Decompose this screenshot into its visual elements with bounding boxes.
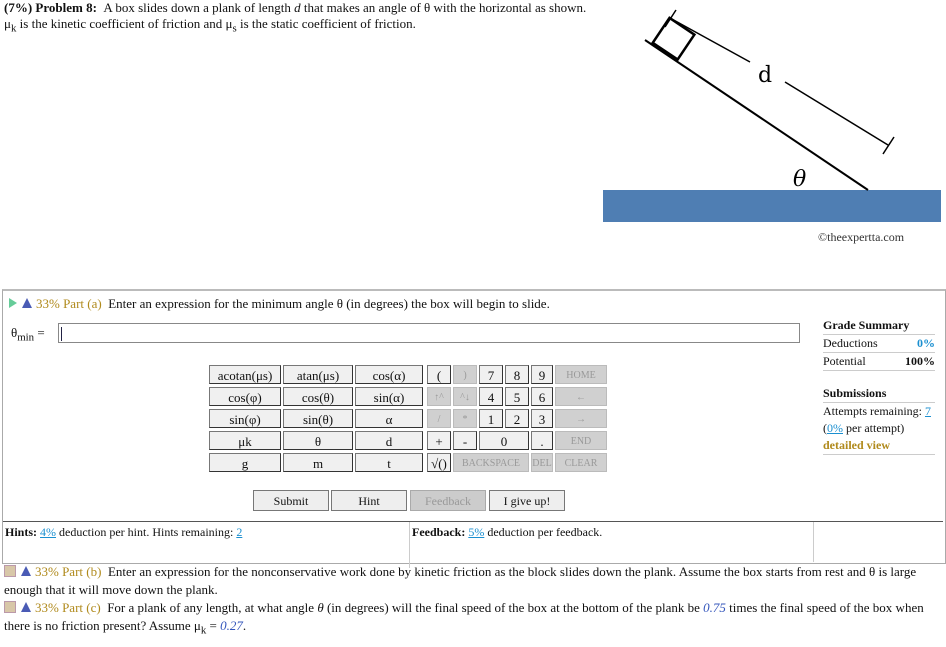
collapsed-icon [4, 565, 16, 577]
keypad-key[interactable]: END [555, 431, 607, 450]
keypad-key[interactable]: ^↓ [453, 387, 477, 406]
feedback-pct: 5% [468, 525, 485, 539]
feedback-text: deduction per feedback. [484, 525, 603, 539]
problem-text: A box slides down a plank of length [103, 0, 295, 15]
problem-text: is the static coefficient of friction. [236, 16, 416, 31]
keypad-key[interactable]: + [427, 431, 451, 450]
part-text: Enter an expression for the nonconservative work done by kinetic friction as the block slides down the plank. Assume the box starts from rest and θ is large enough that it will move down the plank. [4, 564, 917, 597]
var-theta: θ [11, 325, 18, 340]
feedback-label: Feedback: [412, 525, 466, 539]
keypad-key[interactable]: atan(μs) [283, 365, 353, 384]
part-text: For a plank of any length, at what angle [107, 600, 318, 615]
collapsed-icon [4, 601, 16, 613]
keypad-key[interactable]: α [355, 409, 423, 428]
part-a-header [9, 296, 550, 312]
keypad-key[interactable]: 2 [505, 409, 529, 428]
keypad-key[interactable]: 4 [479, 387, 503, 406]
hint-pct: 4% [40, 525, 57, 539]
part-text: (in degrees) will the final speed of the box at the bottom of the plank be [323, 600, 704, 615]
keypad-key[interactable]: BACKSPACE [453, 453, 529, 472]
d-label: d [758, 63, 773, 88]
deductions-value: 0% [917, 336, 935, 350]
part-text: . [242, 618, 247, 633]
grade-title: Grade Summary [823, 318, 910, 332]
part-percent: 33% Part (c) [35, 600, 101, 615]
keypad-key[interactable]: 7 [479, 365, 503, 384]
copyright: ©theexpertta.com [818, 230, 905, 244]
detailed-view-link[interactable]: detailed view [823, 437, 935, 455]
keypad-key[interactable]: sin(θ) [283, 409, 353, 428]
keypad-key[interactable]: ) [453, 365, 477, 384]
problem-text: is the kinetic coefficient of friction and μ [16, 16, 233, 31]
submit-button[interactable]: Submit [253, 490, 329, 511]
keypad-key[interactable]: m [283, 453, 353, 472]
feedback-button[interactable]: Feedback [410, 490, 486, 511]
keypad [209, 365, 609, 475]
keypad-key[interactable]: sin(φ) [209, 409, 281, 428]
plank [645, 40, 868, 190]
per-attempt-value: 0% [827, 421, 843, 435]
hints-text: deduction per hint. Hints remaining: [56, 525, 237, 539]
part-a-panel [2, 289, 946, 564]
part-b[interactable] [4, 563, 944, 599]
warning-icon [21, 566, 31, 576]
keypad-key[interactable]: HOME [555, 365, 607, 384]
text-caret [61, 327, 62, 341]
keypad-key[interactable]: cos(φ) [209, 387, 281, 406]
equals: = [37, 325, 45, 340]
keypad-key[interactable]: d [355, 431, 423, 450]
sub-s: s [232, 22, 237, 35]
other-parts [4, 563, 944, 640]
grade-summary: Grade Summary Deductions 0% Potential 100% Submissions Attempts remaining: 7 (0% per attempt) detailed view [823, 317, 935, 455]
keypad-key[interactable]: 0 [479, 431, 529, 450]
potential-value: 100% [905, 354, 935, 368]
keypad-key[interactable]: 3 [531, 409, 553, 428]
keypad-key[interactable]: ← [555, 387, 607, 406]
part-text: Enter an expression for the minimum angle θ (in degrees) the box will begin to slide. [108, 296, 550, 311]
answer-label [11, 325, 45, 344]
keypad-key[interactable]: 6 [531, 387, 553, 406]
keypad-key[interactable]: g [209, 453, 281, 472]
keypad-key[interactable]: t [355, 453, 423, 472]
ground [603, 190, 941, 222]
keypad-key[interactable]: θ [283, 431, 353, 450]
keypad-key[interactable]: acotan(μs) [209, 365, 281, 384]
per-attempt-text: per attempt) [843, 421, 905, 435]
keypad-key[interactable]: 8 [505, 365, 529, 384]
sub-min: min [17, 331, 35, 344]
mu-value: 0.27 [220, 618, 243, 633]
expand-arrow-icon[interactable] [9, 298, 17, 308]
var-theta: θ [317, 600, 324, 615]
keypad-key[interactable]: CLEAR [555, 453, 607, 472]
hints-feedback-bar [3, 521, 943, 562]
keypad-key[interactable]: . [531, 431, 553, 450]
keypad-key[interactable]: cos(θ) [283, 387, 353, 406]
problem-text: that makes an angle of θ with the horizontal as shown. μ [4, 0, 587, 31]
sub-k: k [10, 22, 17, 35]
problem-weight: (7%) [4, 0, 33, 15]
warning-icon [21, 602, 31, 612]
keypad-key[interactable]: / [427, 409, 451, 428]
keypad-key[interactable]: 1 [479, 409, 503, 428]
keypad-key[interactable]: ( [427, 365, 451, 384]
hints-label: Hints: [5, 525, 38, 539]
dimension-line [670, 18, 750, 62]
keypad-key[interactable]: √() [427, 453, 451, 472]
theta-label: θ [793, 167, 807, 192]
problem-statement [4, 0, 594, 37]
hints-info [5, 525, 242, 540]
keypad-key[interactable]: 5 [505, 387, 529, 406]
keypad-key[interactable]: 9 [531, 365, 553, 384]
potential-label: Potential [823, 354, 866, 368]
part-text: = [206, 618, 221, 633]
incline-figure [600, 0, 946, 230]
keypad-key[interactable]: μk [209, 431, 281, 450]
ratio-value: 0.75 [703, 600, 726, 615]
attempts-value: 7 [924, 404, 931, 418]
give-up-button[interactable]: I give up! [489, 490, 565, 511]
part-percent: 33% Part (b) [35, 564, 102, 579]
deductions-label: Deductions [823, 336, 878, 350]
keypad-key[interactable]: → [555, 409, 607, 428]
keypad-key[interactable]: - [453, 431, 477, 450]
hint-button[interactable]: Hint [331, 490, 407, 511]
keypad-key[interactable]: * [453, 409, 477, 428]
attempts-label: Attempts remaining: [823, 404, 922, 418]
problem-label: Problem 8: [35, 0, 97, 15]
part-percent: 33% Part (a) [36, 296, 102, 311]
var-d: d [294, 0, 301, 15]
part-c[interactable] [4, 599, 944, 640]
dimension-line [785, 82, 888, 145]
keypad-key[interactable]: DEL [531, 453, 553, 472]
keypad-key[interactable]: ↑^ [427, 387, 451, 406]
hints-remaining: 2 [236, 525, 243, 539]
submissions-title: Submissions [823, 386, 887, 400]
sub-k: k [200, 624, 207, 637]
box [653, 18, 695, 60]
part-text: times the final speed of the box when there is no friction present? Assume μ [4, 600, 924, 633]
feedback-info [409, 522, 604, 568]
keypad-key[interactable]: sin(α) [355, 387, 423, 406]
keypad-key[interactable]: cos(α) [355, 365, 423, 384]
warning-icon [22, 298, 32, 308]
answer-input[interactable] [58, 323, 800, 343]
